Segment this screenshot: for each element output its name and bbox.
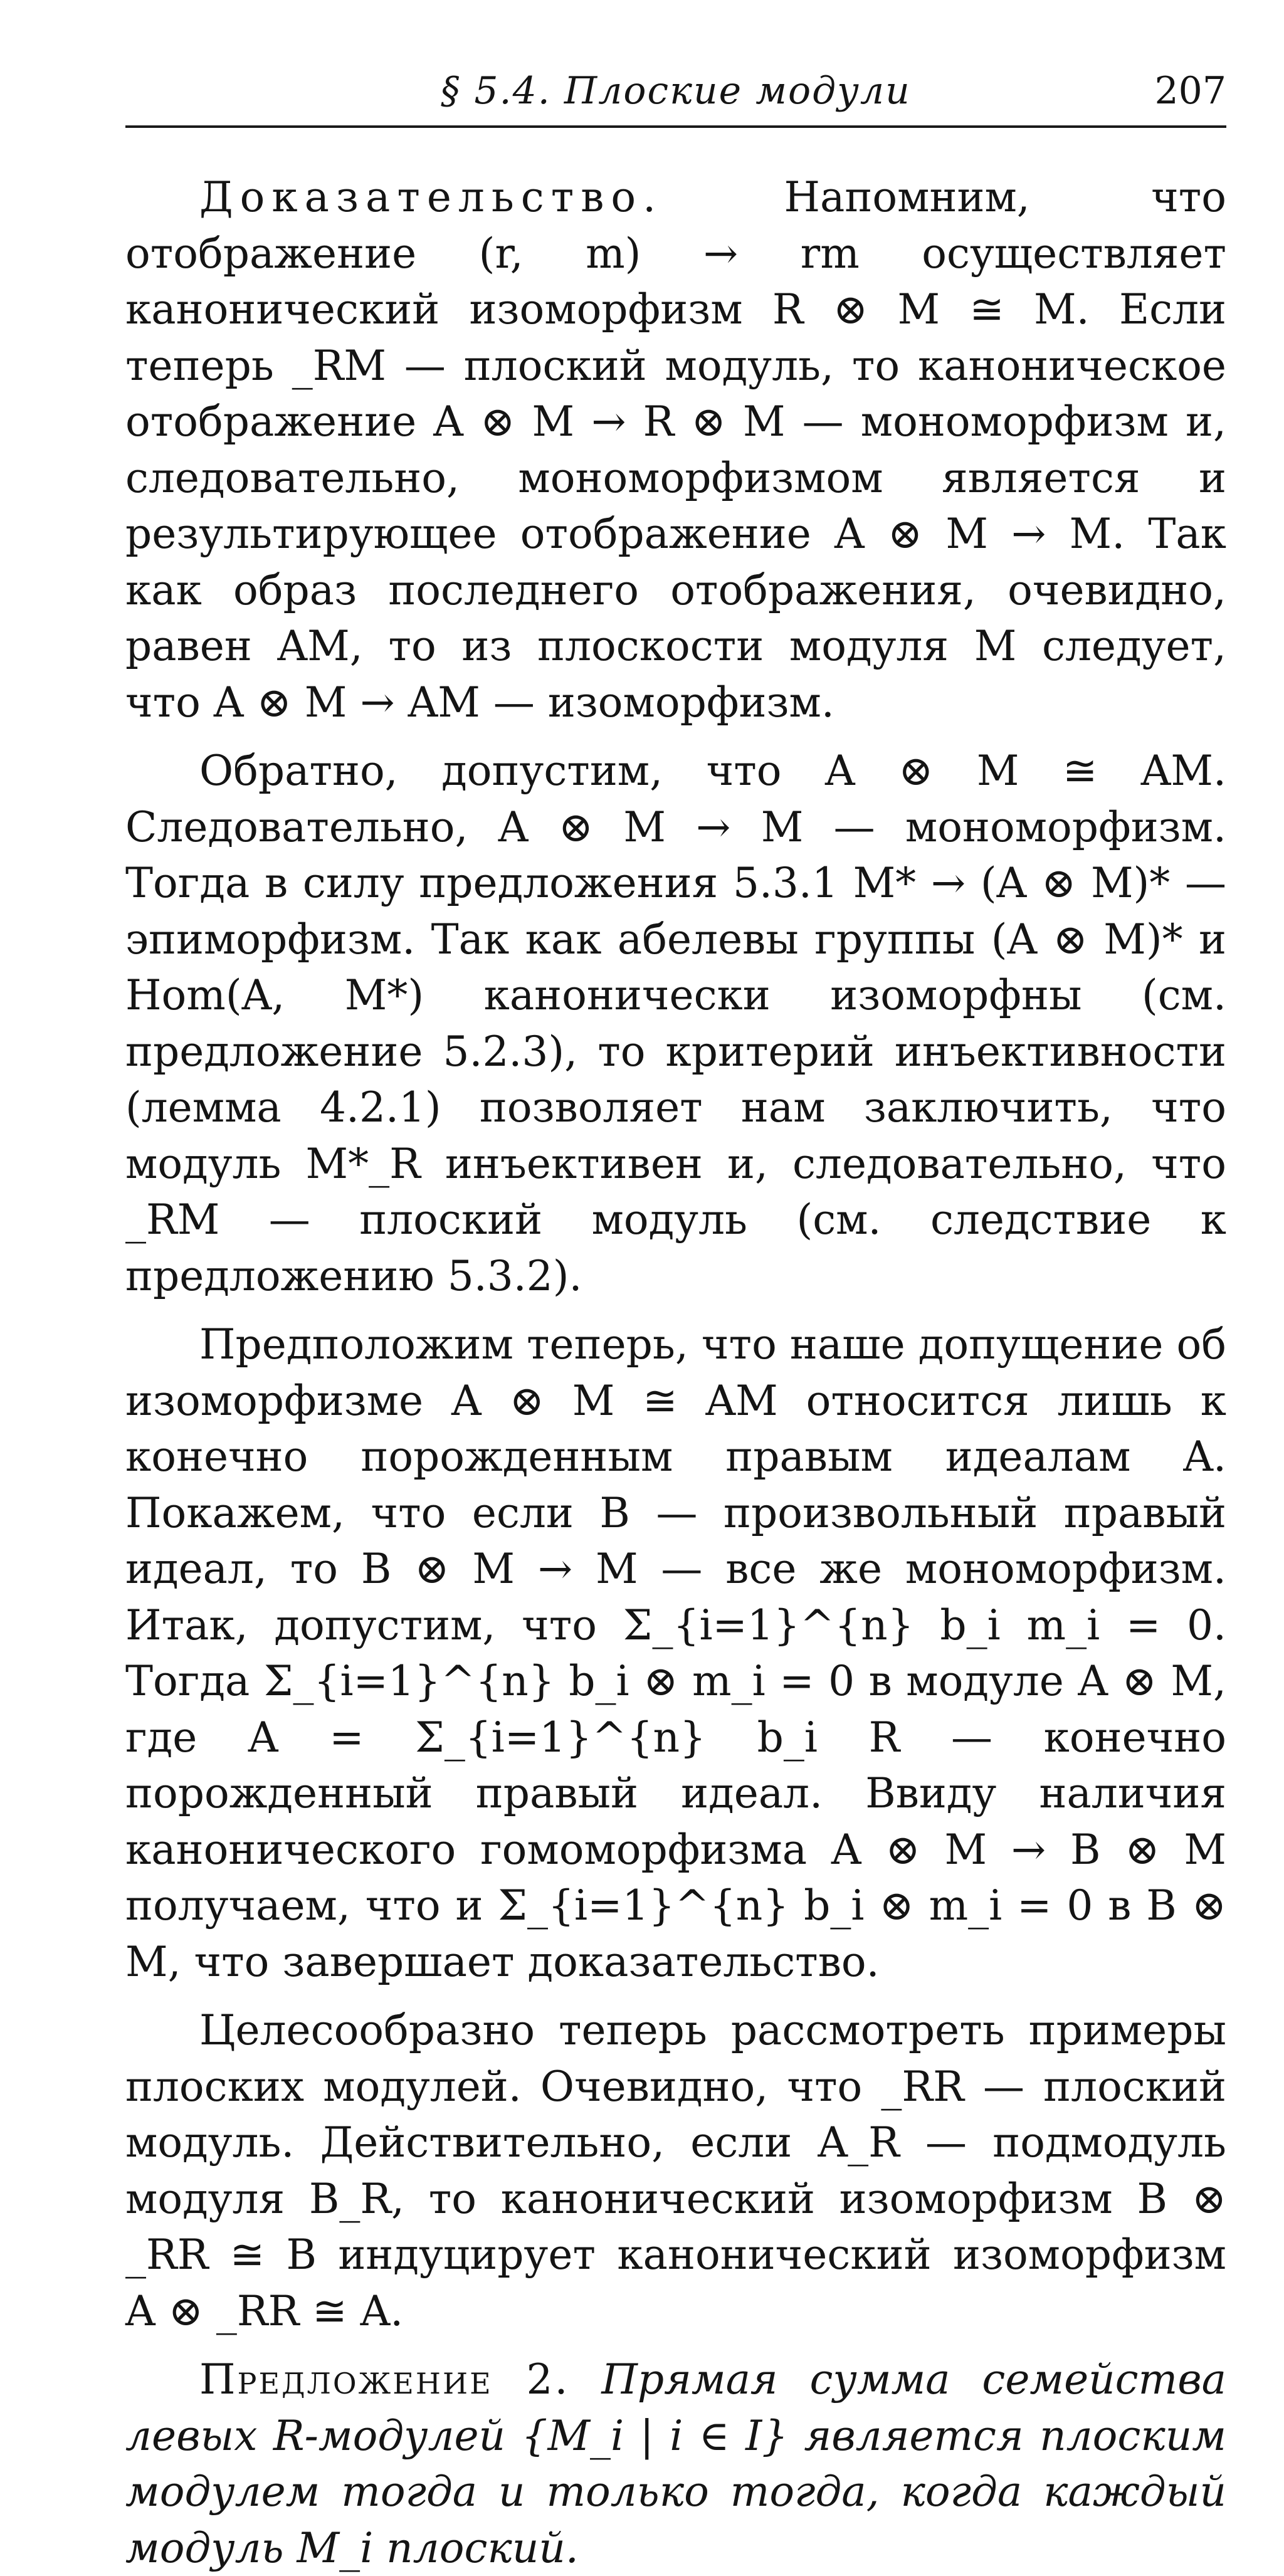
- proof-label: Доказательство.: [199, 173, 663, 221]
- paragraph-text: Напомним, что отображение (r, m) → rm осуществляет канонический изоморфизм R ⊗ M ≅ M. Если теперь _RM — плоский модуль, то каноническое отображение A ⊗ M → R ⊗ M — мономорфизм и, следовательно, мономорфизмом является и результирующее отображение A ⊗ M → M. Так как образ последнего отображения, очевидно, равен AM, то из плоскости модуля M следует, что A ⊗ M → AM — изоморфизм.: [125, 173, 1227, 727]
- paragraph-text: Предположим теперь, что наше допущение об изоморфизме A ⊗ M ≅ AM относится лишь к конечно порожденным правым идеалам A. Покажем, что если B — произвольный правый идеал, то B ⊗ M → M — все же мономорфизм. Итак, допустим, что Σ_{i=1}^{n} b_i m_i = 0. Тогда Σ_{i=1}^{n} b_i ⊗ m_i = 0 в модуле A ⊗ M, где A = Σ_{i=1}^{n} b_i R — конечно порожденный правый идеал. Ввиду наличия канонического гомоморфизма A ⊗ M → B ⊗ M получаем, что и Σ_{i=1}^{n} b_i ⊗ m_i = 0 в B ⊗ M, что завершает доказательство.: [125, 1320, 1226, 1986]
- body-text: [125, 169, 1226, 2576]
- paragraph-converse: [125, 743, 1226, 1304]
- paragraph-examples: [125, 2002, 1226, 2339]
- proposition-text: Прямая сумма семейства левых R-модулей {M_i | i ∈ I} является плоским модулем тогда и только тогда, когда каждый модуль M_i плоский.: [125, 2355, 1226, 2572]
- running-head: [125, 63, 1226, 128]
- proposition: [125, 2352, 1226, 2576]
- proposition-label: Предложение 2.: [199, 2355, 570, 2404]
- paragraph-proof: [125, 169, 1226, 730]
- paragraph-text: Целесообразно теперь рассмотреть примеры плоских модулей. Очевидно, что _RR — плоский модуль. Действительно, если A_R — подмодуль модуля B_R, то канонический изоморфизм B ⊗ _RR ≅ B индуцирует канонический изоморфизм A ⊗ _RR ≅ A.: [125, 2006, 1226, 2335]
- paragraph-text: Обратно, допустим, что A ⊗ M ≅ AM. Следовательно, A ⊗ M → M — мономорфизм. Тогда в силу предложения 5.3.1 M* → (A ⊗ M)* — эпиморфизм. Так как абелевы группы (A ⊗ M)* и Hom(A, M*) канонически изоморфны (см. предложение 5.2.3), то критерий инъективности (лемма 4.2.1) позволяет нам заключить, что модуль M*_R инъективен и, следовательно, что _RM — плоский модуль (см. следствие к предложению 5.3.2).: [125, 747, 1226, 1300]
- page-number: 207: [1154, 69, 1226, 113]
- section-title: § 5.4. Плоские модули: [441, 69, 911, 113]
- paragraph-finitely-generated: [125, 1317, 1226, 1990]
